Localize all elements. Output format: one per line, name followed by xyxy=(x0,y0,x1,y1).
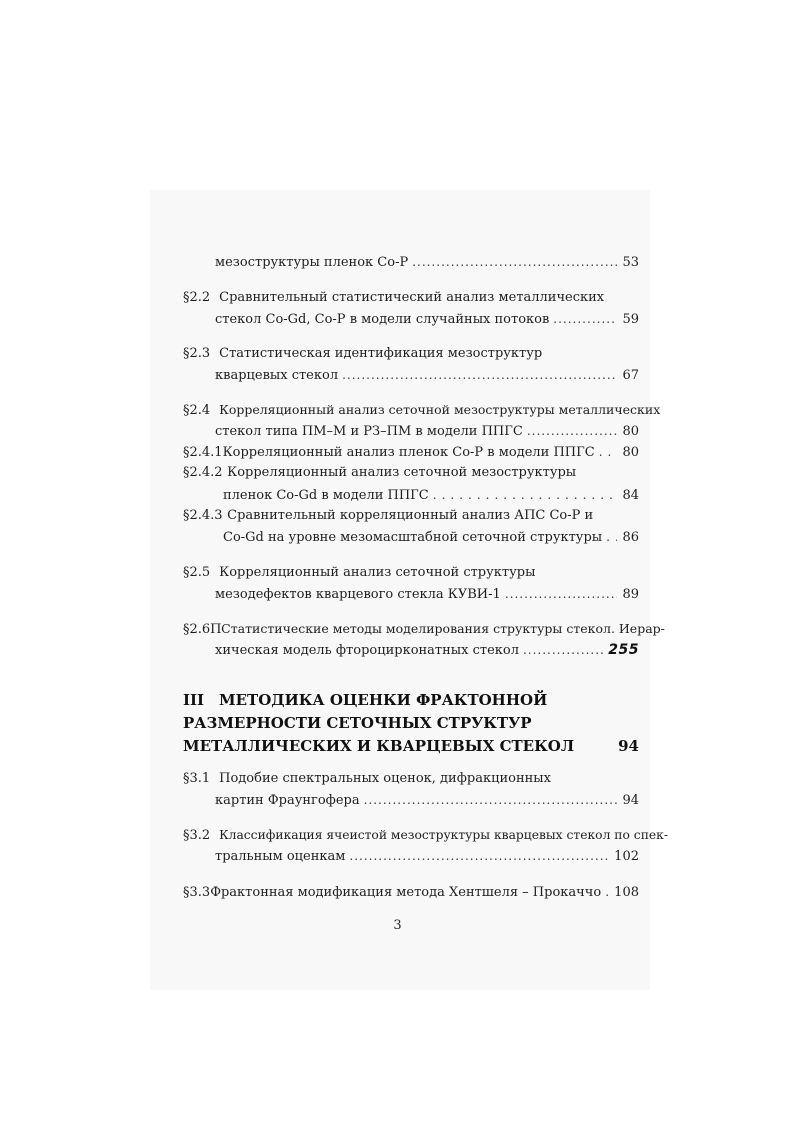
toc-text: Корреляционный анализ сеточной мезоструктуры металлических xyxy=(219,402,661,417)
chapter-title-line-3: МЕТАЛЛИЧЕСКИХ И КВАРЦЕВЫХ СТЕКОЛ xyxy=(183,737,575,755)
toc-number: §2.3 xyxy=(183,346,211,361)
toc-text: Корреляционный анализ сеточной мезоструктуры xyxy=(227,465,577,480)
toc-number: §3.2 xyxy=(183,828,211,843)
toc-number: §2.2 xyxy=(183,290,211,305)
toc-number: §2.6П xyxy=(183,622,222,637)
toc-page: 94 xyxy=(622,793,639,808)
toc-number: §3.3 xyxy=(183,885,211,900)
toc-number: §2.4 xyxy=(183,403,211,418)
toc-line-l06[interactable] xyxy=(183,402,661,418)
toc-page: 89 xyxy=(622,587,639,602)
toc-text: пленок Co-Gd в модели ППГС xyxy=(223,488,429,503)
toc-line-l12[interactable] xyxy=(183,529,639,545)
toc-text: тральным оценкам xyxy=(215,849,346,864)
toc-text: Корреляционный анализ пленок Co-P в модели ППГС xyxy=(222,445,595,460)
toc-text: мезодефектов кварцевого стекла КУВИ-1 xyxy=(215,587,501,602)
toc-text: Статистическая идентификация мезоструктур xyxy=(219,346,543,361)
toc-line-l04[interactable] xyxy=(183,346,639,362)
toc-page: 67 xyxy=(622,368,639,383)
toc-line-l20[interactable] xyxy=(183,848,639,864)
toc-line-l03[interactable] xyxy=(183,311,639,327)
toc-leader xyxy=(606,529,617,545)
toc-line-l07[interactable] xyxy=(183,423,639,439)
toc-leader xyxy=(433,487,617,503)
toc-leader xyxy=(527,423,617,439)
toc-page: 108 xyxy=(614,885,639,900)
chapter-heading-line-1[interactable] xyxy=(183,688,639,712)
toc-line-l14[interactable] xyxy=(183,586,639,602)
toc-text: Фрактонная модификация метода Хентшеля – Прокаччо xyxy=(210,885,602,900)
toc-number: §3.1 xyxy=(183,771,211,786)
toc-leader xyxy=(605,884,610,900)
toc-line-l02[interactable] xyxy=(183,290,639,306)
toc-text: стекол Co-Gd, Co-P в модели случайных потоков xyxy=(215,312,550,327)
toc-text: Сравнительный корреляционный анализ АПС Co-P и xyxy=(227,508,594,523)
page-number: 3 xyxy=(393,918,402,933)
toc-line-l01[interactable] xyxy=(183,254,639,270)
toc-text: Co-Gd на уровне мезомасштабной сеточной структуры xyxy=(223,530,603,545)
toc-page: 80 xyxy=(622,445,639,460)
toc-line-l13[interactable] xyxy=(183,565,639,581)
toc-number: §2.4.3 xyxy=(183,508,223,523)
toc-page-handwritten: 255 xyxy=(608,642,639,658)
toc-line-l05[interactable] xyxy=(183,367,639,383)
toc-leader xyxy=(523,642,604,658)
toc-leader xyxy=(364,792,617,808)
toc-page: 84 xyxy=(622,488,639,503)
chapter-title-line-1: МЕТОДИКА ОЦЕНКИ ФРАКТОННОЙ xyxy=(219,691,548,709)
toc-line-l19[interactable] xyxy=(183,827,669,843)
toc-line-l09[interactable] xyxy=(183,465,639,481)
toc-line-l15[interactable] xyxy=(183,621,665,637)
toc-leader xyxy=(505,586,617,602)
toc-text: мезоструктуры пленок Co-P xyxy=(215,255,409,270)
toc-text: картин Фраунгофера xyxy=(215,793,360,808)
toc-line-l21[interactable] xyxy=(183,884,639,900)
toc-number: §2.4.1 xyxy=(183,445,223,460)
chapter-heading-line-2 xyxy=(183,711,639,735)
toc-text: Классификация ячеистой мезоструктуры кварцевых стекол по спек- xyxy=(219,828,669,842)
toc-text: хическая модель фтороцирконатных стекол xyxy=(215,643,519,658)
toc-text: Сравнительный статистический анализ металлических xyxy=(219,290,605,305)
toc-text: Подобие спектральных оценок, дифракционных xyxy=(219,771,551,786)
toc-page: 53 xyxy=(622,255,639,270)
toc-leader xyxy=(599,444,617,460)
toc-leader xyxy=(553,311,617,327)
toc-text: стекол типа ПМ–М и РЗ–ПМ в модели ППГС xyxy=(215,424,523,439)
toc-line-l11[interactable] xyxy=(183,508,639,524)
toc-leader xyxy=(412,254,617,270)
chapter-page: 94 xyxy=(618,737,639,755)
toc-page: 80 xyxy=(622,424,639,439)
toc-number: §2.4.2 xyxy=(183,465,223,480)
toc-page: 102 xyxy=(614,849,639,864)
chapter-title-line-2: РАЗМЕРНОСТИ СЕТОЧНЫХ СТРУКТУР xyxy=(183,714,532,732)
toc-leader xyxy=(349,848,610,864)
toc-line-l16[interactable] xyxy=(183,642,639,658)
toc-line-l17[interactable] xyxy=(183,771,639,787)
toc-number: §2.5 xyxy=(183,565,211,580)
toc-page: 86 xyxy=(622,530,639,545)
toc-line-l18[interactable] xyxy=(183,792,639,808)
toc-text: Корреляционный анализ сеточной структуры xyxy=(219,565,536,580)
toc-line-l08[interactable] xyxy=(183,444,639,460)
chapter-heading-line-3 xyxy=(183,734,639,758)
toc-line-l10[interactable] xyxy=(183,487,639,503)
toc-leader xyxy=(342,367,617,383)
toc-text: кварцевых стекол xyxy=(215,368,339,383)
toc-page: 59 xyxy=(622,312,639,327)
toc-text: Статистические методы моделирования структуры стекол. Иерар- xyxy=(221,621,665,636)
chapter-number: III xyxy=(183,691,205,709)
